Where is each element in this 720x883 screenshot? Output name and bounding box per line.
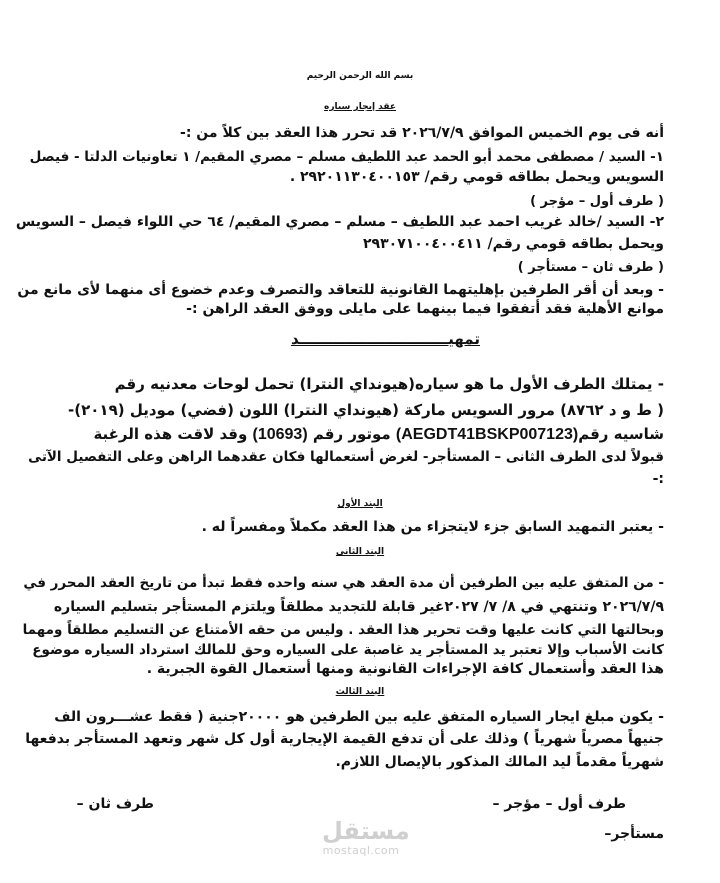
preamble-line-1: - يمتلك الطرف الأول ما هو سياره(هيونداي النترا) تحمل لوحات معدنيه رقم [114,375,664,393]
clause3-line-1: - يكون مبلغ ايجار السياره المتفق عليه بين الطرفين هو ٢٠٠٠٠جنية ( فقط عشـــرون الف [54,709,664,725]
preamble-line-2: ( ط و د ٨٧٦٢) مرور السويس ماركة (هيونداي النترا) اللون (فضي) موديل (٢٠١٩)- [68,401,664,419]
clause2-line-1: - من المتفق عليه بين الطرفين أن مدة العقد هي سنه واحده فقط تبدأ من تاريخ العقد المحرر في [23,575,664,591]
basmala: بسم الله الرحمن الرحيم [306,71,414,81]
clause2-line-3: وبحالتها التي كانت عليها وقت تحرير هذا العقد . وليس من حقه الأمتناع عن التسليم مطلقاً ومهما [22,622,664,638]
motor-label: موتور رقم [307,425,396,443]
chassis-number: (AEGDT41BSKP007123) [395,426,579,443]
preamble-heading: تمهيـــــــــــــــــــــــــــــد [290,330,480,348]
preamble-line-3-end: وقد لاقت هذه الرغبة [93,425,253,443]
clause3-heading: البند الثالث [335,687,385,697]
clause1-heading: البند الأول [337,499,383,509]
party2-role: ( طرف ثان – مستأجر ) [517,260,664,275]
signature-second-party: طرف ثان – [76,796,154,812]
clause3-line-3: شهرياً مقدماً ليد المالك المذكور بالإيصال اللازم. [335,754,664,770]
preamble-line-3 [93,424,664,445]
party1-line-2: السويس ويحمل بطاقه قومي رقم/ ٢٩٢٠١١٣٠٤٠٠١٥٣ . [289,169,664,185]
watermark-brand: مستقل [322,817,410,845]
party2-line-1: ٢- السيد /خالد غريب احمد عبد اللطيف – مسلم – مصري المقيم/ ٦٤ حي اللواء فيصل – السويس [15,214,664,230]
preamble-line-5: :- [652,471,664,487]
capacity-line-2: موانع الأهلية فقد أتفقوا فيما بينهما على مايلى ووفق العقد الراهن :- [186,301,664,317]
party2-line-2: ويحمل بطاقه قومي رقم/ ٢٩٣٠٧١٠٠٤٠٠٤١١ [363,236,664,252]
preamble-line-4: قبولاً لدى الطرف الثانى – المستأجر- لغرض أستعمالها فكان عقدهما الراهن وعلى التفصيل الآتى [28,449,664,465]
contract-title: عقد إيجار سياره [324,102,396,112]
signature-second-role: مستأجر– [604,826,664,842]
party1-line-1: ١- السيد / مصطفى محمد أبو الحمد عبد اللطيف مسلم – مصري المقيم/ ١ تعاونيات الدلتا - فيصل [29,149,664,165]
signature-first-party: طرف أول – مؤجر – [492,796,626,812]
party1-role: ( طرف أول – مؤجر ) [530,194,664,209]
clause2-line-5: هذا العقد وأستعمال كافة الإجراءات القانونية ومنها أستعمال القوة الجبرية . [146,661,664,677]
motor-number: (10693) [252,426,308,443]
clause1-text: - يعتبر التمهيد السابق جزء لايتجزاء من هذا العقد مكملاً ومفسراً له . [201,519,664,535]
capacity-line-1: - وبعد أن أقر الطرفين بإهليتهما القانونية للتعاقد والتصرف وعدم خضوع أى منهما لأى مانع من [17,282,664,298]
clause3-line-2: جنيهاً مصرياً شهرياً ) وذلك على أن تدفع القيمة الإيجارية أول كل شهر وتعهد المستأجر بدفعها [25,731,664,747]
chassis-label: شاسيه رقم [578,425,664,443]
clause2-line-2: ٢٠٢٦/٧/٩ وتنتهي في ٨/ ٧/ ٢٠٢٧غير قابلة للتجديد مطلقاً ويلتزم المستأجر بتسليم السياره [53,599,664,615]
clause2-heading: البند الثانى [335,547,385,557]
mostaql-watermark [322,817,410,857]
intro-date-line: أنه فى يوم الخميس الموافق ٢٠٢٦/٧/٩ قد تحرر هذا العقد بين كلاً من :- [180,125,664,141]
clause2-line-4: كانت الأسباب وإلا تعتبر يد المستأجر يد غاصبة على السياره وحق للمالك استرداد السياره موضوع [32,642,664,658]
watermark-domain: mostaql.com [322,844,400,857]
